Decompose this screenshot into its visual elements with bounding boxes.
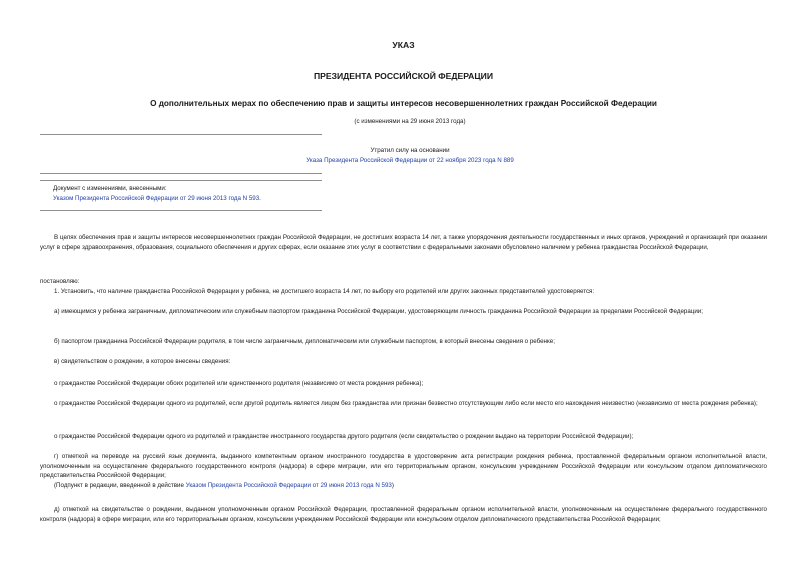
lost-force-label: Утратил силу на основании <box>370 147 450 154</box>
item-v: в) свидетельством о рождении, в которое внесены сведения: <box>54 358 231 365</box>
item-g-note <box>40 481 781 491</box>
doc-type-title: УКАЗ <box>392 40 415 50</box>
changes-link[interactable]: Указом Президента Российской Федерации от 29 июня 2013 года N 593. <box>53 195 261 202</box>
divider <box>40 134 322 135</box>
divider <box>40 180 322 181</box>
item-b: б) паспортом гражданина Российской Федерации родителя, в том числе заграничным, дипломатическим или служебным паспортом, в который внесены сведения о ребенке; <box>54 338 555 345</box>
lost-force-link[interactable]: Указа Президента Российской Федерации от 22 ноября 2023 года N 889 <box>306 157 514 164</box>
decree-word: постановляю: <box>40 278 80 285</box>
item-v-sub-3: о гражданстве Российской Федерации одного из родителей и гражданстве иностранного государства другого родителя (если свидетельство о рождении выдано на территории Российской Федерации); <box>54 433 634 440</box>
item-1: 1. Установить, что наличие гражданства Российской Федерации у ребенка, не достигшего возраста 14 лет, по выбору его родителей или других законных представителей удостоверяется: <box>54 288 595 295</box>
divider <box>40 210 322 211</box>
preamble-paragraph: В целях обеспечения прав и защиты интересов несовершеннолетних граждан Российской Федерации, не достигших возраста 14 лет, а также упорядочения деятельности государственных и иных органов, учреждений и организаций при оказании услуг в сфере здравоохранения, образования, социального обеспечения и других сферах, если оказание этих услуг в соответствии с федеральными законами обусловлено наличием у ребенка гражданства Российской Федерации, <box>40 234 767 251</box>
item-v-sub-2: о гражданстве Российской Федерации одного из родителей, если другой родитель является лицом без гражданства или признан безвестно отсутствующим либо если место его нахождения неизвестно (независимо от места рождения ребенка); <box>54 400 758 407</box>
item-g-note-suffix: ) <box>391 482 394 489</box>
item-g-note-prefix: (Подпункт в редакции, введенной в действие <box>54 482 186 489</box>
item-d: д) отметкой на свидетельстве о рождении, выданном уполномоченным органом Российской Федерации, проставленной федеральным органом исполнительной власти, уполномоченным на осуществление федерального государственного контроля (надзора) в сфере миграции, или его территориальным органом, консульским учреждением Российской Федерации или консульским отделом дипломатического представительства Российской Федерации; <box>40 506 767 523</box>
divider <box>40 173 322 174</box>
item-a: а) имеющимся у ребенка заграничным, дипломатическим или служебным паспортом гражданина Российской Федерации, удостоверяющим личность гражданина Российской Федерации за пределами Российской Федерации; <box>54 308 703 315</box>
changes-label: Документ с изменениями, внесенными: <box>53 185 167 192</box>
doc-subject: О дополнительных мерах по обеспечению прав и защиты интересов несовершеннолетних граждан Российской Федерации <box>150 99 657 108</box>
item-g: г) отметкой на переводе на русский язык документа, выданного компетентным органом иностранного государства в удостоверение акта регистрации рождения ребенка, проставленной федеральным органом исполнительной власти, уполномоченным на осуществление федерального государственного контроля (надзора) в сфере миграции, или его территориальным органом, консульским учреждением Российской Федерации или консульским отделом дипломатического представительства Российской Федерации; <box>40 453 767 480</box>
item-v-sub-1: о гражданстве Российской Федерации обоих родителей или единственного родителя (независимо от места рождения ребенка); <box>54 380 424 387</box>
item-g-note-link[interactable]: Указом Президента Российской Федерации от 29 июня 2013 года N 593 <box>185 482 392 489</box>
doc-issuer: ПРЕЗИДЕНТА РОССИЙСКОЙ ФЕДЕРАЦИИ <box>313 71 494 81</box>
amendments-note: (с изменениями на 29 июня 2013 года) <box>354 118 466 125</box>
